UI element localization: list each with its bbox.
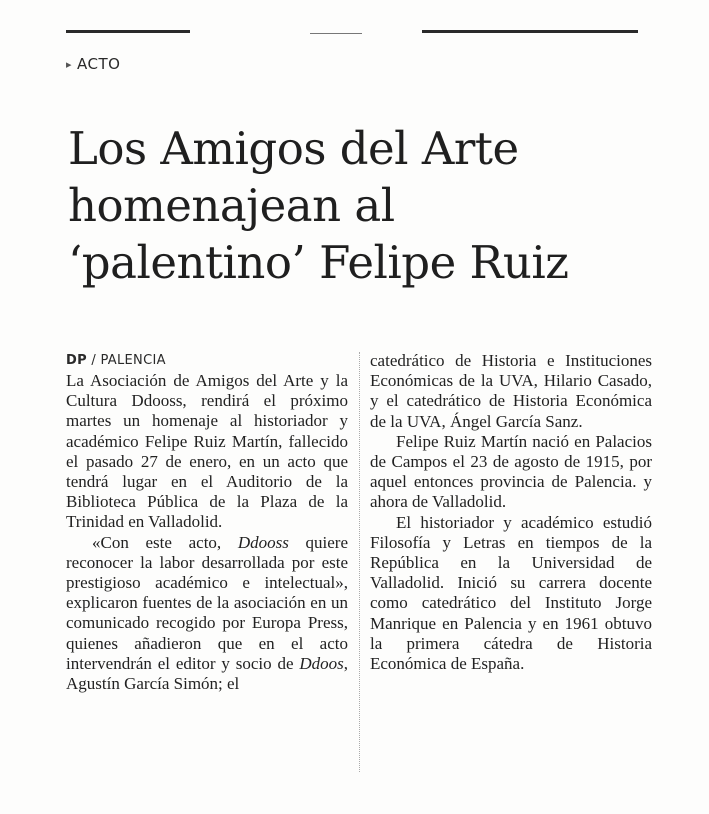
paragraph-emphasis: Ddoos	[299, 653, 344, 673]
byline-agency: DP	[66, 353, 87, 368]
paragraph-emphasis: Ddooss	[237, 532, 289, 552]
byline	[66, 351, 348, 371]
headline-line-1: Los Amigos del Arte	[68, 122, 519, 175]
article-column-right	[370, 351, 652, 674]
article-paragraph: El historiador y académico estudió Filosofía y Letras en tiempos de la República en la Universidad de Valladolid. Inició su carrera docente como catedrático del Instituto Jorge Manrique en Palencia y en 1961 obtuvo la primera cátedra de Historia Económica de España.	[370, 512, 652, 674]
article-paragraph: catedrático de Historia e Instituciones Económicas de la UVA, Hilario Casado, y el catedrático de Historia Económica de la UVA, Ángel García Sanz.	[370, 351, 652, 431]
column-divider	[359, 352, 361, 772]
paragraph-text: quiere reconocer la labor desarrollada por este prestigioso académico e intelectual», explicaron fuentes de la asociación en un comunicado recogido por Europa Press, quienes añadieron que en el acto intervendrán el editor y socio de	[66, 532, 348, 673]
headline-line-2: homenajean al	[68, 179, 395, 232]
article-column-left	[66, 351, 348, 694]
article-paragraph	[66, 533, 348, 695]
top-rule-left	[66, 30, 190, 33]
byline-city: PALENCIA	[100, 353, 166, 368]
byline-separator: /	[91, 353, 97, 368]
chevron-right-icon: ▸	[66, 57, 73, 71]
article-paragraph: La Asociación de Amigos del Arte y la Cultura Ddooss, rendirá el próximo martes un homenaje al historiador y académico Felipe Ruiz Martín, fallecido el pasado 27 de enero, en un acto que tendrá lugar en el Auditorio de la Biblioteca Pública de la Plaza de la Trinidad en Valladolid.	[66, 371, 348, 532]
paragraph-text: «Con este acto,	[92, 532, 238, 552]
section-label-text: ACTO	[77, 55, 121, 73]
top-rule-right	[422, 30, 638, 33]
headline-line-3: ‘palentino’ Felipe Ruiz	[68, 236, 569, 289]
headline	[68, 120, 668, 291]
paragraph-text: , Agustín García Simón; el	[66, 653, 348, 694]
top-rule-thin	[310, 33, 362, 34]
section-label	[66, 54, 120, 74]
article-paragraph: Felipe Ruiz Martín nació en Palacios de Campos el 23 de agosto de 1915, por aquel entonces provincia de Palencia. y ahora de Valladolid.	[370, 431, 652, 512]
